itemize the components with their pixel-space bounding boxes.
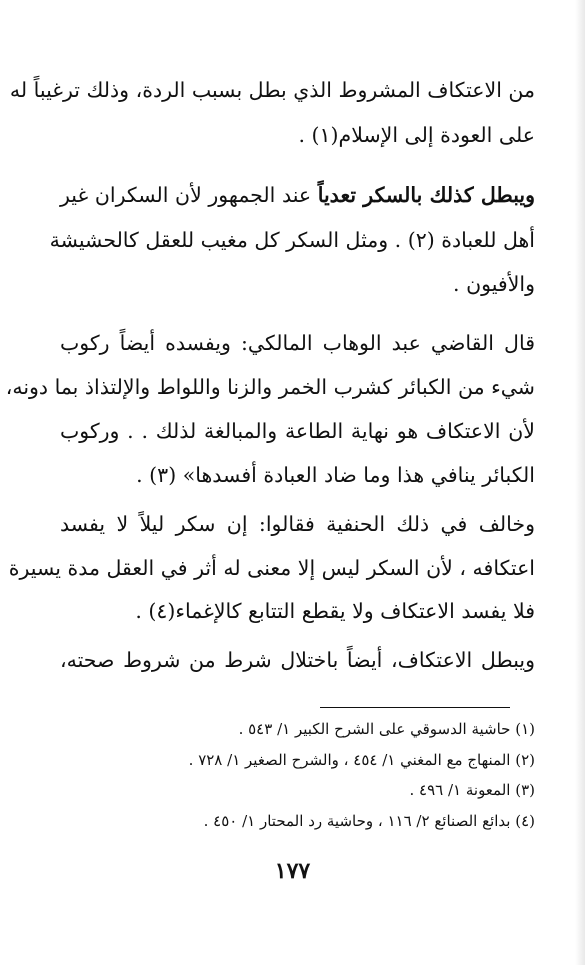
footnote-separator xyxy=(320,707,510,708)
body-line-5: والأفيون . xyxy=(453,272,535,296)
footnote-1: (١) حاشية الدسوقي على الشرح الكبير ١/ ٥٤٣ . xyxy=(238,720,535,738)
body-line-7: شيء من الكبائر كشرب الخمر والزنا واللواط والإلتذاذ بما دونه، xyxy=(5,375,535,399)
page-number: ١٧٧ xyxy=(274,858,311,884)
body-line-6: قال القاضي عبد الوهاب المالكي: ويفسده أيضاً ركوب xyxy=(60,331,535,355)
body-line-2: على العودة إلى الإسلام(١) . xyxy=(298,123,535,147)
body-line-8: لأن الاعتكاف هو نهاية الطاعة والمبالغة لذلك . . وركوب xyxy=(60,419,535,443)
body-line-9: الكبائر ينافي هذا وما ضاد العبادة أفسدها» (٣) . xyxy=(136,463,535,487)
body-line-10: وخالف في ذلك الحنفية فقالوا: إن سكر ليلاً لا يفسد xyxy=(60,512,535,536)
body-line-12: فلا يفسد الاعتكاف ولا يقطع التتابع كالإغماء(٤) . xyxy=(135,599,535,623)
bold-phrase: ويبطل كذلك بالسكر تعدياً xyxy=(317,183,535,207)
footnote-3: (٣) المعونة ١/ ٤٩٦ . xyxy=(409,781,535,799)
body-line-1: من الاعتكاف المشروط الذي بطل بسبب الردة، وذلك ترغيباً له xyxy=(9,78,535,102)
body-line-3: ويبطل كذلك بالسكر تعدياً عند الجمهور لأن السكران غير xyxy=(60,183,535,207)
footnote-4: (٤) بدائع الصنائع ٢/ ١١٦ ، وحاشية رد المحتار ١/ ٤٥٠ . xyxy=(203,812,535,830)
body-line-4: أهل للعبادة (٢) . ومثل السكر كل مغيب للعقل كالحشيشة xyxy=(49,228,535,252)
footnote-2: (٢) المنهاج مع المغني ١/ ٤٥٤ ، والشرح الصغير ١/ ٧٢٨ . xyxy=(188,751,535,769)
body-line-11: اعتكافه ، لأن السكر ليس إلا معنى له أثر في العقل مدة يسيرة xyxy=(8,556,535,580)
page-edge-shadow xyxy=(575,0,585,965)
body-line-13: ويبطل الاعتكاف، أيضاً باختلال شرط من شروط صحته، xyxy=(60,648,535,672)
